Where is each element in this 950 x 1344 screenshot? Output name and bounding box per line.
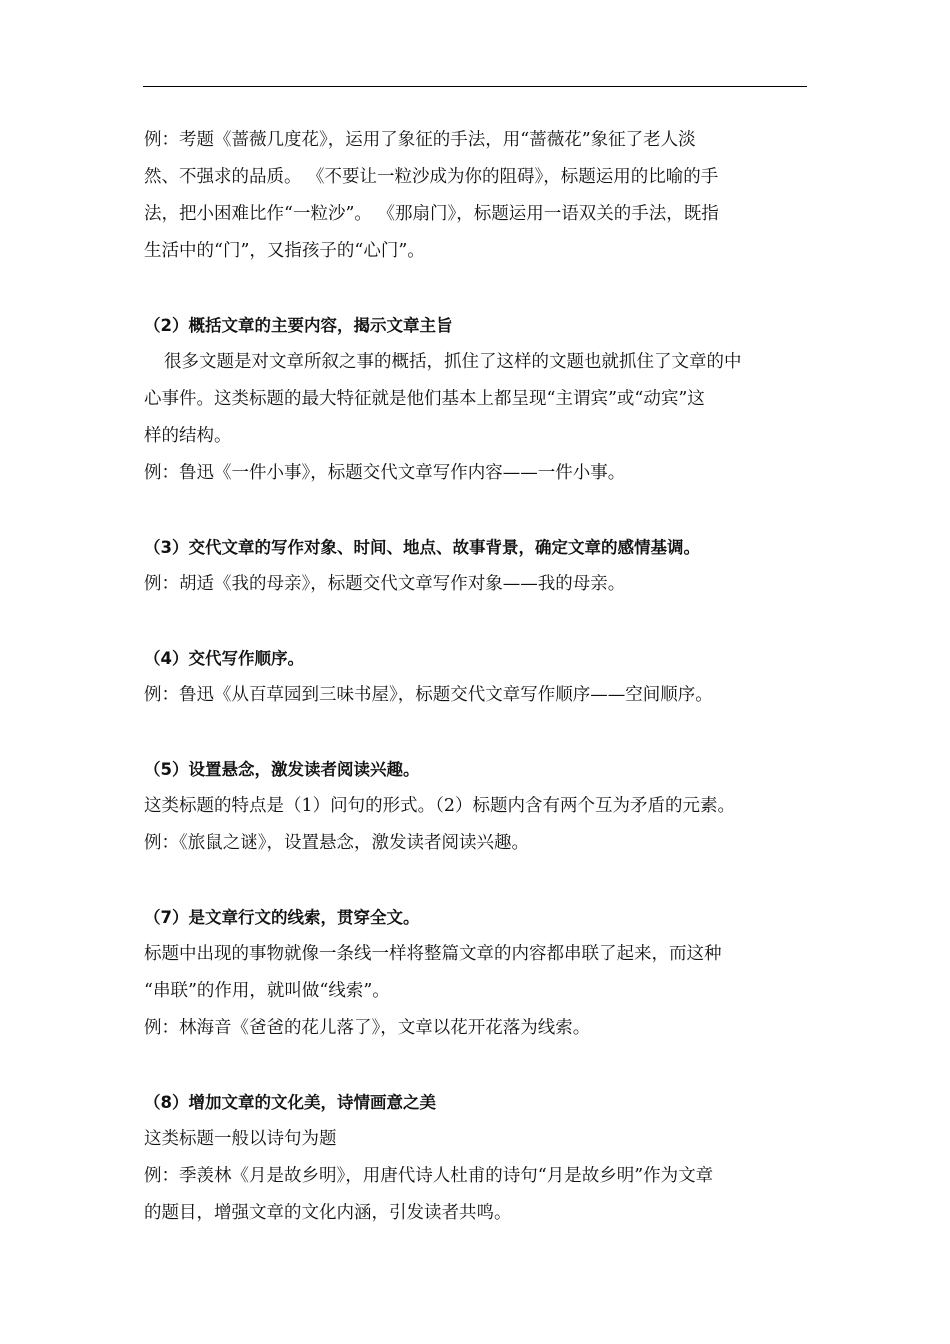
text-line: 心事件。这类标题的最大特征就是他们基本上都呈现“主谓宾”或“动宾”这: [144, 389, 705, 409]
text-line: 这类标题的特点是（1）问句的形式。（2）标题内含有两个互为矛盾的元素。: [144, 796, 736, 816]
section-8: [144, 1084, 808, 1232]
section-7: [144, 899, 808, 1047]
text-line: 例：鲁迅《一件小事》，标题交代文章写作内容——一件小事。: [144, 463, 626, 483]
intro-paragraph: [144, 122, 808, 270]
text-line: 例：鲁迅《从百草园到三味书屋》，标题交代文章写作顺序——空间顺序。: [144, 685, 713, 705]
text-line: 例：《旅鼠之谜》，设置悬念，激发读者阅读兴趣。: [144, 833, 529, 853]
text-line: “串联”的作用，就叫做“线索”。: [144, 981, 390, 1001]
section-5: [144, 751, 808, 862]
section-heading: （8）增加文章的文化美，诗情画意之美: [144, 1093, 436, 1112]
text-line: 法，把小困难比作“一粒沙”。 《那扇门》，标题运用一语双关的手法，既指: [144, 204, 719, 224]
section-4: [144, 640, 808, 714]
text-line: 例：林海音《爸爸的花儿落了》，文章以花开花落为线索。: [144, 1018, 591, 1038]
text-line: 很多文题是对文章所叙之事的概括，抓住了这样的文题也就抓住了文章的中: [164, 352, 742, 372]
text-line: 的题目，增强文章的文化内涵，引发读者共鸣。: [144, 1203, 512, 1223]
section-heading: （3）交代文章的写作对象、时间、地点、故事背景，确定文章的感情基调。: [144, 538, 700, 557]
section-heading: （4）交代写作顺序。: [144, 649, 304, 668]
section-heading: （5）设置悬念，激发读者阅读兴趣。: [144, 760, 420, 779]
section-heading: （2）概括文章的主要内容，揭示文章主旨: [144, 316, 453, 335]
text-line: 例：胡适《我的母亲》，标题交代文章写作对象——我的母亲。: [144, 574, 626, 594]
text-line: 然、不强求的品质。 《不要让一粒沙成为你的阻碍》，标题运用的比喻的手: [144, 167, 719, 187]
text-line: 这类标题一般以诗句为题: [144, 1129, 337, 1149]
section-2: [144, 307, 808, 492]
document-content: [144, 122, 808, 1232]
text-line: 样的结构。: [144, 426, 232, 446]
section-heading: （7）是文章行文的线索，贯穿全文。: [144, 908, 420, 927]
section-3: [144, 529, 808, 603]
text-line: 例：考题《蔷薇几度花》，运用了象征的手法，用“蔷薇花”象征了老人淡: [144, 130, 696, 150]
text-line: 生活中的“门”，又指孩子的“心门”。: [144, 241, 425, 261]
text-line: 标题中出现的事物就像一条线一样将整篇文章的内容都串联了起来，而这种: [144, 944, 722, 964]
text-line: 例：季羡林《月是故乡明》，用唐代诗人杜甫的诗句“月是故乡明”作为文章: [144, 1166, 714, 1186]
header-rule: [143, 86, 807, 87]
